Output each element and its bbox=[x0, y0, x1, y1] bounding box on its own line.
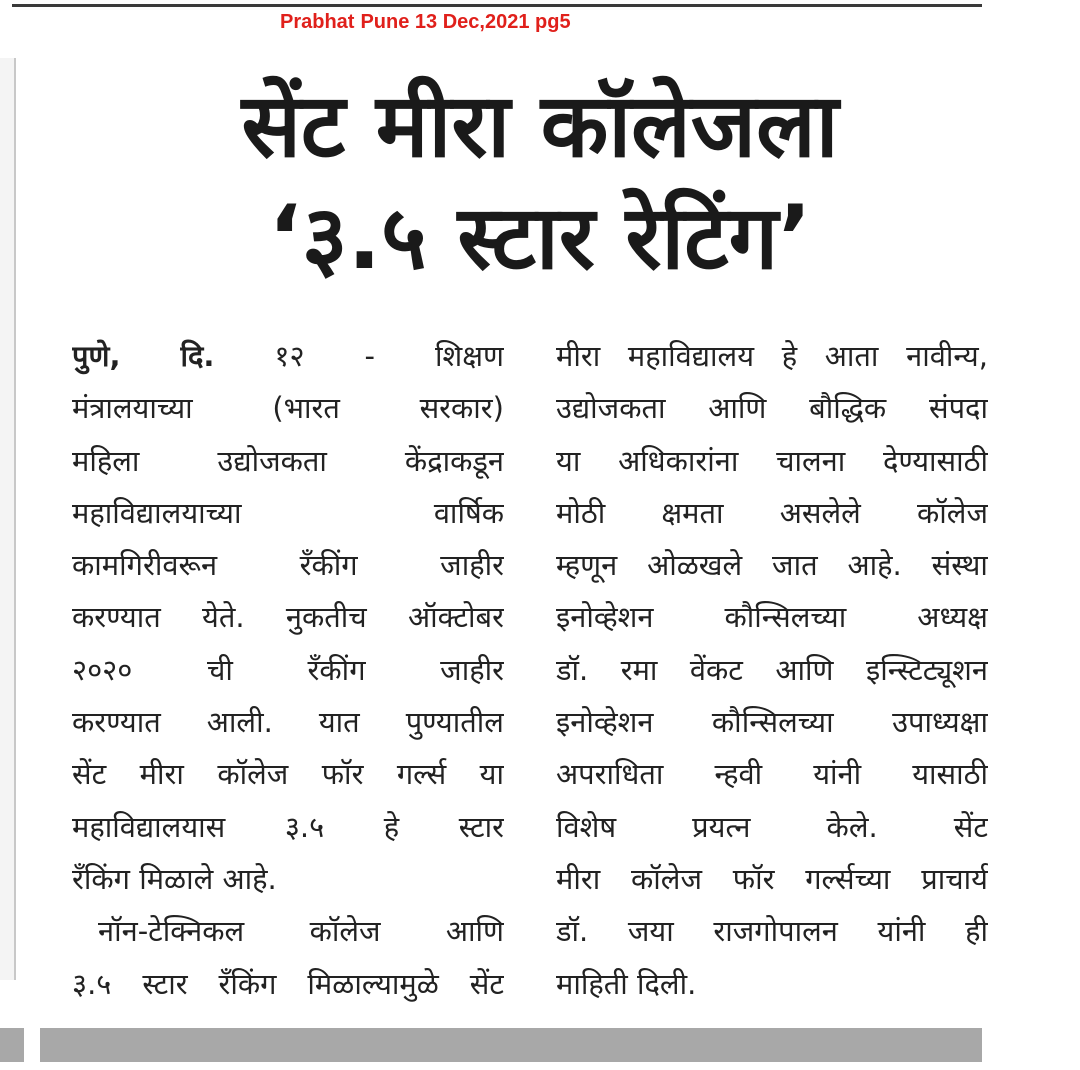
article-word: प्रयत्न bbox=[692, 809, 751, 844]
article-line bbox=[72, 591, 504, 643]
article-word: ३.५ bbox=[72, 966, 112, 1001]
article-word: रमा bbox=[620, 652, 658, 687]
article-word: येते. bbox=[202, 600, 245, 635]
article-line bbox=[556, 801, 988, 853]
article-line bbox=[556, 905, 988, 957]
article-word: बौद्धिक bbox=[809, 391, 887, 426]
article-word: कौन्सिलच्या bbox=[711, 705, 834, 740]
article-word: नावीन्य, bbox=[906, 339, 988, 373]
article-word: इनोव्हेशन bbox=[556, 705, 654, 740]
article-word: आहे. bbox=[847, 548, 902, 583]
article-word: क्षमता bbox=[661, 495, 724, 530]
article-word: ३.५ bbox=[284, 809, 325, 844]
newspaper-name: Prabhat bbox=[280, 11, 355, 33]
article-word: गर्ल्स bbox=[396, 757, 447, 792]
article-word: सेंट bbox=[469, 966, 504, 1001]
article-word: यात bbox=[318, 705, 360, 740]
article-word: १२ bbox=[274, 339, 305, 373]
article-word: ची bbox=[206, 652, 233, 687]
article-word: ही bbox=[965, 914, 988, 949]
article-word: अध्यक्ष bbox=[917, 600, 988, 635]
top-rule bbox=[12, 4, 982, 7]
article-word: न्हवी bbox=[714, 757, 763, 792]
bottom-bar-left bbox=[0, 1028, 24, 1062]
article-word: उपाध्यक्षा bbox=[892, 705, 988, 740]
article-line bbox=[72, 487, 504, 539]
article-word: असलेले bbox=[779, 495, 861, 530]
article-word: नॉन-टेक्निकल bbox=[98, 914, 245, 949]
article-word: ओळखले bbox=[647, 548, 743, 583]
article-word: वेंकट bbox=[689, 652, 743, 687]
article-word: कामगिरीवरून bbox=[72, 548, 218, 583]
article-line bbox=[556, 539, 988, 591]
article-word: यांनी bbox=[813, 757, 862, 792]
article-word: आणि bbox=[708, 391, 767, 426]
article-word: या bbox=[479, 757, 504, 792]
article-line bbox=[556, 382, 988, 434]
article-word: उद्योजकता bbox=[217, 443, 327, 478]
article-word: जाहीर bbox=[440, 548, 504, 583]
article-word: पुण्यातील bbox=[405, 705, 504, 740]
article-word: मीरा bbox=[556, 861, 601, 896]
article-word: गर्ल्सच्या bbox=[805, 861, 891, 896]
article-word: महाविद्यालयास bbox=[72, 809, 226, 844]
article-word: इन्स्टिट्यूशन bbox=[865, 652, 988, 687]
article-word: संस्था bbox=[931, 548, 988, 583]
edition-date-page: Pune 13 Dec,2021 pg5 bbox=[360, 11, 571, 33]
source-line bbox=[280, 8, 577, 36]
article-word: मिळाल्यामुळे bbox=[307, 966, 439, 1001]
article-word: म्हणून bbox=[556, 548, 618, 583]
article-line bbox=[72, 382, 504, 434]
article-word: करण्यात bbox=[72, 705, 161, 740]
article-word: (भारत bbox=[272, 391, 340, 426]
article-word: उद्योजकता bbox=[556, 391, 666, 426]
article-word: हे bbox=[383, 809, 400, 844]
article-word: - bbox=[364, 339, 375, 373]
article-line: रँकिंग मिळाले आहे. bbox=[72, 861, 277, 896]
article-word: राजगोपालन bbox=[713, 914, 838, 949]
article-word: यांनी bbox=[877, 914, 926, 949]
article-left-column bbox=[72, 330, 504, 1010]
article-word: दि. bbox=[180, 339, 215, 373]
article-word: वार्षिक bbox=[433, 495, 504, 530]
article-line bbox=[556, 644, 988, 696]
article-word: कॉलेज bbox=[631, 861, 702, 896]
article-line bbox=[556, 853, 988, 905]
article-word: देण्यासाठी bbox=[883, 443, 988, 478]
article-word: केंद्राकडून bbox=[404, 443, 504, 478]
article-word: जात bbox=[772, 548, 818, 583]
headline-line-1: सेंट मीरा कॉलेजला bbox=[241, 74, 839, 177]
article-word: रँकिंग bbox=[218, 966, 277, 1001]
article-word: विशेष bbox=[556, 809, 617, 844]
article-word: महिला bbox=[72, 443, 140, 478]
article-word: हे bbox=[781, 339, 798, 373]
article-word: जया bbox=[627, 914, 674, 949]
article-word: इनोव्हेशन bbox=[556, 600, 654, 635]
article-word: सेंट bbox=[953, 809, 988, 844]
article-line bbox=[72, 958, 504, 1010]
article-word: आणि bbox=[775, 652, 834, 687]
article-word: मंत्रालयाच्या bbox=[72, 391, 193, 426]
adjacent-column-edge bbox=[0, 58, 16, 980]
article-word: महाविद्यालयाच्या bbox=[72, 495, 242, 530]
article-word: यासाठी bbox=[912, 757, 988, 792]
bottom-bar bbox=[40, 1028, 982, 1062]
article-word: अधिकारांना bbox=[618, 443, 739, 478]
article-line bbox=[72, 539, 504, 591]
article-line bbox=[556, 591, 988, 643]
article-word: फॉर bbox=[321, 757, 364, 792]
article-word: अपराधिता bbox=[556, 757, 664, 792]
article-word: स्टार bbox=[142, 966, 188, 1001]
article-word: सेंट bbox=[72, 757, 107, 792]
article-line: माहिती दिली. bbox=[556, 966, 697, 1001]
article-word: आणि bbox=[445, 914, 504, 949]
article-word: पुणे, bbox=[72, 339, 121, 373]
article-line bbox=[556, 487, 988, 539]
article-line bbox=[72, 905, 504, 957]
article-line bbox=[72, 748, 504, 800]
headline-line-2: ‘३.५ स्टार रेटिंग’ bbox=[268, 186, 812, 289]
article-word: केले. bbox=[826, 809, 878, 844]
article-word: शिक्षण bbox=[434, 339, 504, 373]
article-word: रँकींग bbox=[307, 652, 366, 687]
article-word: कॉलेज bbox=[309, 914, 381, 949]
article-word: डॉ. bbox=[556, 914, 589, 949]
article-line bbox=[72, 330, 504, 382]
article-word: मोठी bbox=[556, 495, 606, 530]
article-word: आता bbox=[824, 339, 879, 373]
article-word: रँकींग bbox=[299, 548, 358, 583]
article-word: ऑक्टोबर bbox=[407, 600, 504, 635]
article-word: २०२० bbox=[72, 652, 133, 687]
article-word: महाविद्यालय bbox=[627, 339, 755, 373]
article-line bbox=[556, 330, 988, 382]
article-word: कौन्सिलच्या bbox=[724, 600, 847, 635]
article-word: संपदा bbox=[928, 391, 988, 426]
article-word: फॉर bbox=[732, 861, 775, 896]
article-word: सरकार) bbox=[419, 391, 504, 426]
article-line bbox=[72, 801, 504, 853]
article-word: मीरा bbox=[139, 757, 184, 792]
article-word: डॉ. bbox=[556, 652, 589, 687]
article-word: प्राचार्य bbox=[921, 861, 988, 896]
article-right-column bbox=[556, 330, 988, 1010]
article-word: चालना bbox=[776, 443, 846, 478]
article-word: जाहीर bbox=[440, 652, 504, 687]
article-word: स्टार bbox=[458, 809, 504, 844]
article-word: मीरा bbox=[556, 339, 601, 373]
article-line bbox=[556, 748, 988, 800]
article-word: नुकतीच bbox=[285, 600, 367, 635]
article-line bbox=[556, 696, 988, 748]
article-word: कॉलेज bbox=[917, 495, 988, 530]
article-line bbox=[72, 644, 504, 696]
article-word: करण्यात bbox=[72, 600, 161, 635]
article-line bbox=[72, 435, 504, 487]
article-word: आली. bbox=[206, 705, 273, 740]
article-line bbox=[556, 435, 988, 487]
article-word: कॉलेज bbox=[217, 757, 289, 792]
article-word: या bbox=[556, 443, 581, 478]
article-line bbox=[72, 696, 504, 748]
